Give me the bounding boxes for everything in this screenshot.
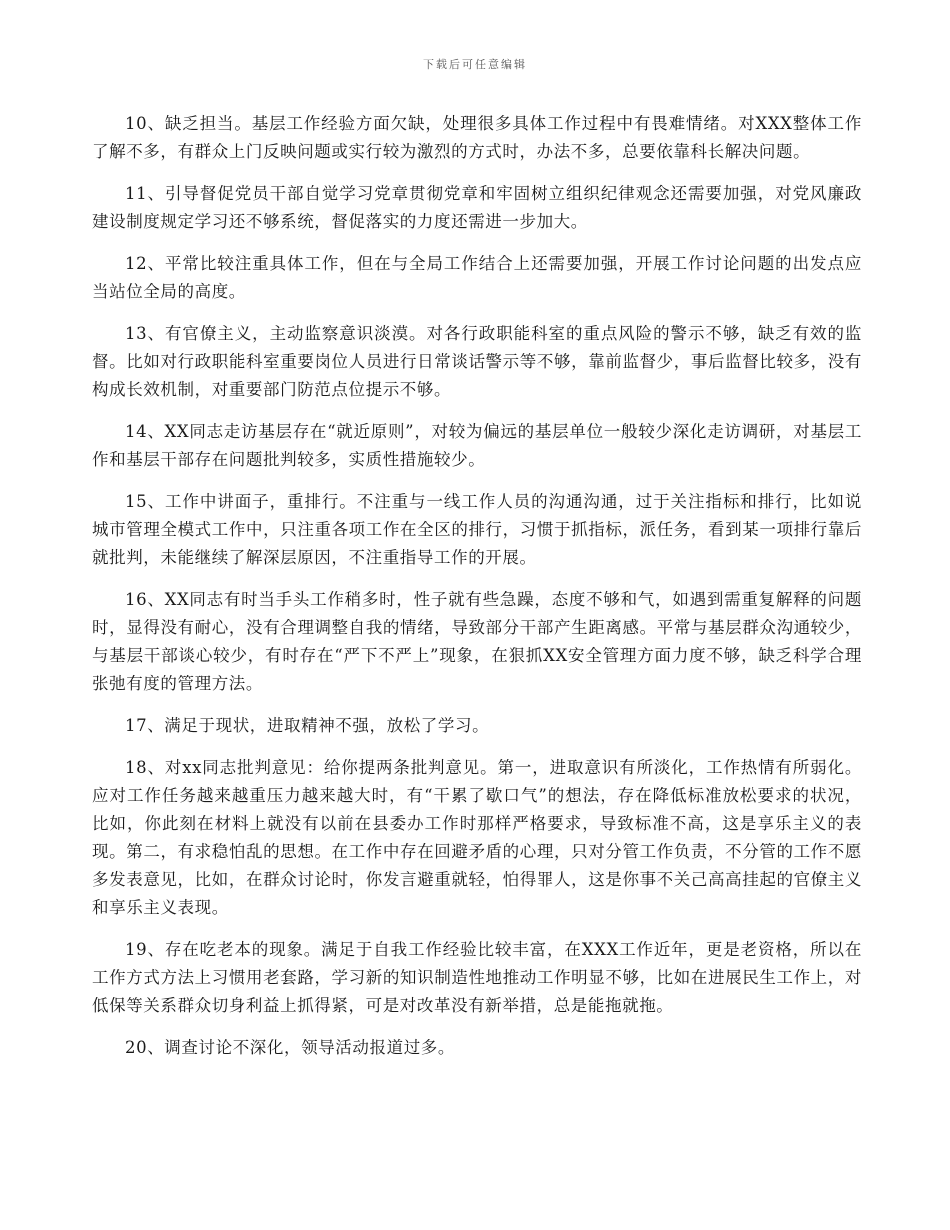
paragraph-14: 14、XX同志走访基层存在“就近原则”，对较为偏远的基层单位一般较少深化走访调研，对基层工作和基层干部存在问题批判较多，实质性措施较少。 [92, 422, 862, 469]
paragraph-15: 15、工作中讲面子，重排行。不注重与一线工作人员的沟通沟通，过于关注指标和排行，比如说城市管理全模式工作中，只注重各项工作在全区的排行，习惯于抓指标，派任务，看到某一项排行靠后就批判，未能继续了解深层原因，不注重指导工作的开展。 [92, 492, 862, 567]
paragraph-20: 20、调查讨论不深化，领导活动报道过多。 [125, 1038, 455, 1057]
paragraph-10: 10、缺乏担当。基层工作经验方面欠缺，处理很多具体工作过程中有畏难情绪。对XXX整体工作了解不多，有群众上门反映问题或实行较为激烈的方式时，办法不多，总要依靠科长解决问题。 [92, 114, 862, 161]
paragraph-17: 17、满足于现状，进取精神不强，放松了学习。 [125, 716, 490, 735]
paragraph-16: 16、XX同志有时当手头工作稍多时，性子就有些急躁，态度不够和气，如遇到需重复解释的问题时，显得没有耐心，没有合理调整自我的情绪，导致部分干部产生距离感。平常与基层群众沟通较少，与基层干部谈心较少，有时存在“严下不严上”现象，在狠抓XX安全管理方面力度不够，缺乏科学合理张弛有度的管理方法。 [92, 590, 862, 693]
paragraph-13: 13、有官僚主义，主动监察意识淡漠。对各行政职能科室的重点风险的警示不够，缺乏有效的监督。比如对行政职能科室重要岗位人员进行日常谈话警示等不够，靠前监督少，事后监督比较多，没有构成长效机制，对重要部门防范点位提示不够。 [92, 324, 862, 399]
paragraph-11: 11、引导督促党员干部自觉学习党章贯彻党章和牢固树立组织纪律观念还需要加强，对党风廉政建设制度规定学习还不够系统，督促落实的力度还需进一步加大。 [92, 184, 862, 231]
paragraph-12: 12、平常比较注重具体工作，但在与全局工作结合上还需要加强，开展工作讨论问题的出发点应当站位全局的高度。 [92, 254, 862, 301]
page-header: 下载后可任意编辑 [423, 58, 527, 71]
paragraph-19: 19、存在吃老本的现象。满足于自我工作经验比较丰富，在XXX工作近年，更是老资格，所以在工作方式方法上习惯用老套路，学习新的知识制造性地推动工作明显不够，比如在进展民生工作上，对低保等关系群众切身利益上抓得紧，可是对改革没有新举措，总是能拖就拖。 [92, 940, 862, 1015]
paragraph-18: 18、对xx同志批判意见：给你提两条批判意见。第一，进取意识有所淡化，工作热情有所弱化。应对工作任务越来越重压力越来越大时，有“干累了歇口气”的想法，存在降低标准放松要求的状况，比如，你此刻在材料上就没有以前在县委办工作时那样严格要求，导致标准不高，这是享乐主义的表现。第二，有求稳怕乱的思想。在工作中存在回避矛盾的心理，只对分管工作负责，不分管的工作不愿多发表意见，比如，在群众讨论时，你发言避重就轻，怕得罪人，这是你事不关己高高挂起的官僚主义和享乐主义表现。 [92, 758, 862, 917]
document-body [92, 110, 862, 1076]
